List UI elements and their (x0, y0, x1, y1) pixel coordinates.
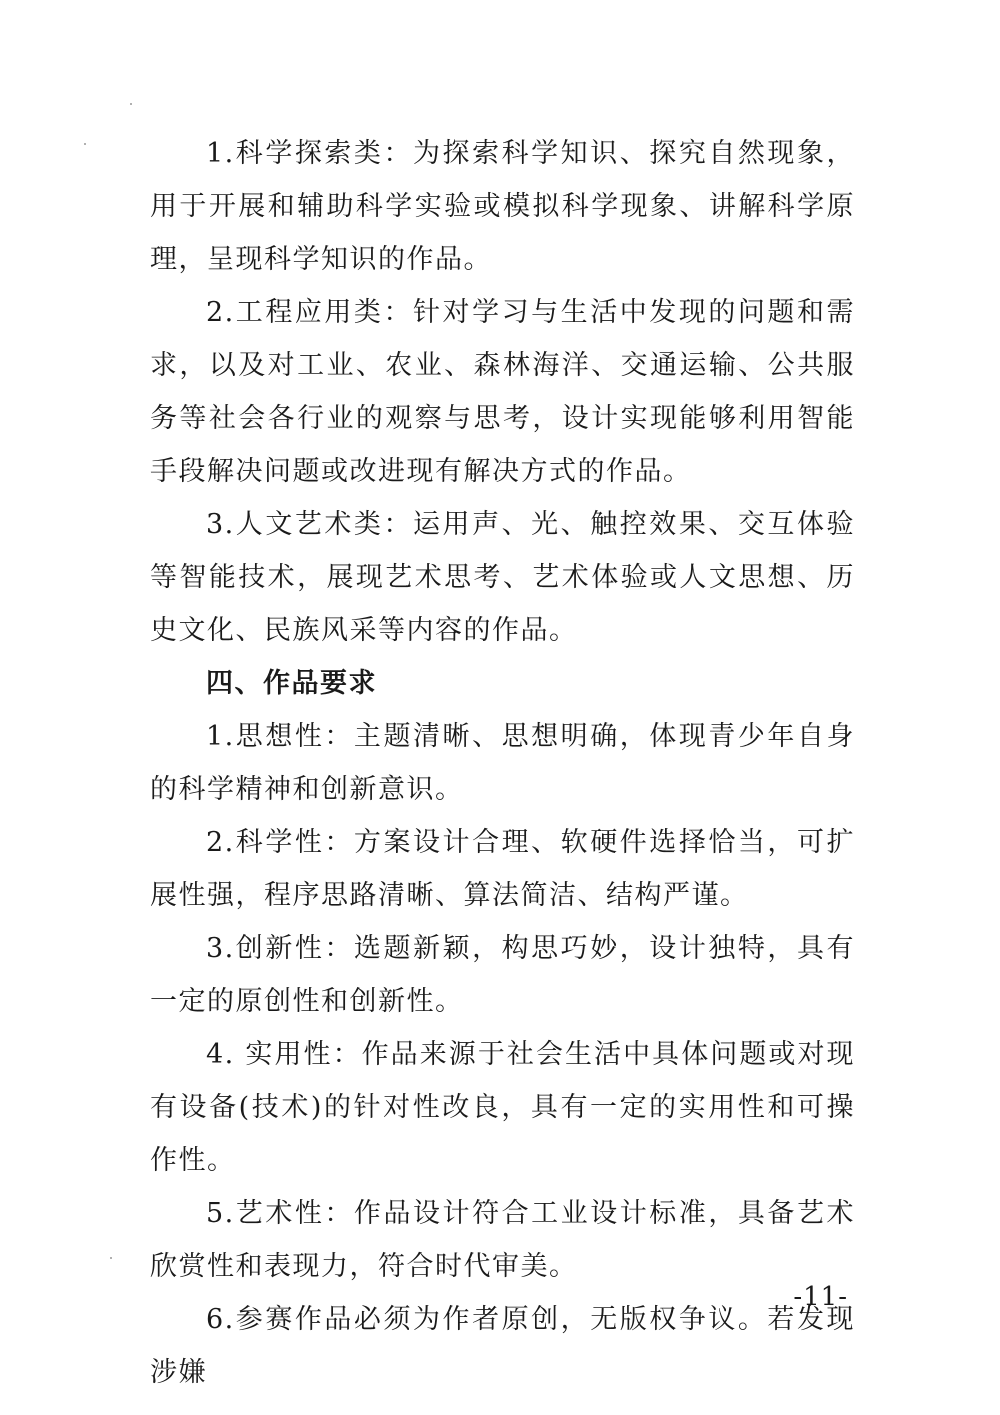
paragraph-category-science: 1.科学探索类：为探索科学知识、探究自然现象，用于开展和辅助科学实验或模拟科学现象、讲解科学原理，呈现科学知识的作品。 (150, 138, 855, 275)
paragraph-category-engineering: 2.工程应用类：针对学习与生活中发现的问题和需求，以及对工业、农业、森林海洋、交通运输、公共服务等社会各行业的观察与思考，设计实现能够利用智能手段解决问题或改进现有解决方式的作品。 (150, 297, 855, 487)
section-heading-requirements: 四、作品要求 (206, 668, 377, 699)
scan-speck (110, 1257, 112, 1259)
paragraph-requirement-originality: 6.参赛作品必须为作者原创，无版权争议。若发现涉嫌 (150, 1304, 855, 1388)
paragraph-requirement-artistry: 5.艺术性：作品设计符合工业设计标准，具备艺术欣赏性和表现力，符合时代审美。 (150, 1198, 855, 1282)
scan-speck (84, 143, 86, 145)
page-number: -11- (793, 1282, 848, 1312)
paragraph-requirement-scientific: 2.科学性：方案设计合理、软硬件选择恰当，可扩展性强，程序思路清晰、算法简洁、结构严谨。 (150, 827, 855, 911)
paragraph-category-arts: 3.人文艺术类：运用声、光、触控效果、交互体验等智能技术，展现艺术思考、艺术体验或人文思想、历史文化、民族风采等内容的作品。 (150, 509, 855, 646)
paragraph-requirement-ideology: 1.思想性：主题清晰、思想明确，体现青少年自身的科学精神和创新意识。 (150, 721, 855, 805)
paragraph-requirement-innovation: 3.创新性：选题新颖，构思巧妙，设计独特，具有一定的原创性和创新性。 (150, 933, 855, 1017)
document-body (150, 127, 855, 1399)
paragraph-requirement-practicality: 4. 实用性：作品来源于社会生活中具体问题或对现有设备(技术)的针对性改良，具有一定的实用性和可操作性。 (150, 1039, 855, 1176)
scan-speck (130, 103, 132, 105)
